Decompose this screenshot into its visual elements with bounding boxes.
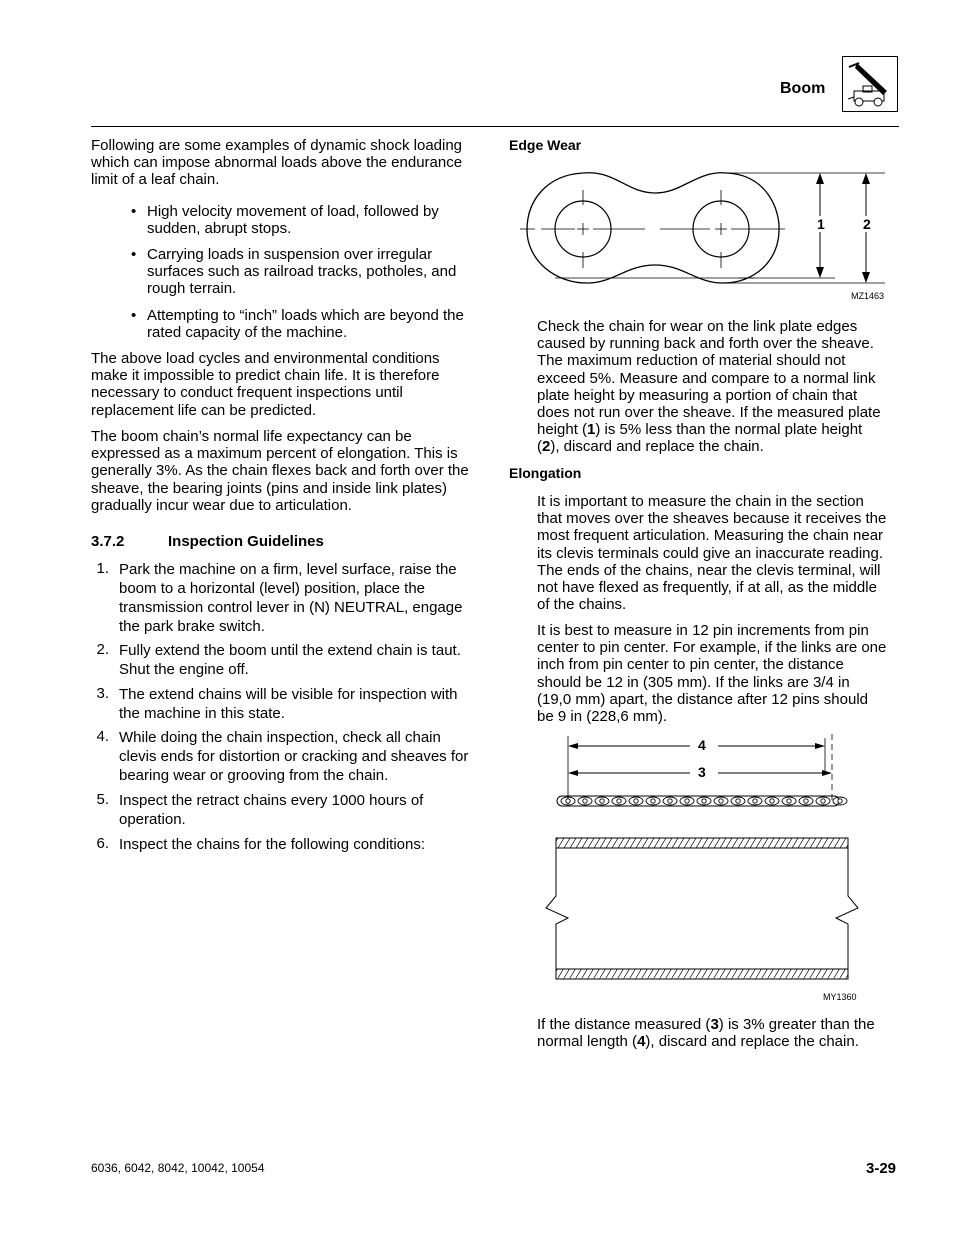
step-line: the park brake switch. xyxy=(119,618,265,635)
figure-caption: MZ1463 xyxy=(851,291,885,301)
final-paragraph xyxy=(537,1016,875,1050)
text-line: exceed 5%. Measure and compare to a normal link xyxy=(537,369,876,387)
text-line: It is important to measure the chain in the section xyxy=(537,493,864,510)
chain-pin xyxy=(566,799,570,803)
chain-pin xyxy=(668,799,672,803)
text-line: necessary to conduct frequent inspections until xyxy=(91,384,403,402)
step-line: Shut the engine off. xyxy=(119,661,249,678)
bullet-line: High velocity movement of load, followed by xyxy=(147,203,439,220)
callout-ref: 1 xyxy=(587,421,596,439)
text-line: The maximum reduction of material should not xyxy=(537,352,846,370)
text-line: caused by running back and forth over the sheave. xyxy=(537,335,874,353)
step-number: 6. xyxy=(96,835,109,852)
header-rule xyxy=(91,126,899,127)
bullet-icon: • xyxy=(131,307,137,324)
chain-pin xyxy=(838,799,842,803)
dimension-label-3: 3 xyxy=(698,764,706,780)
chain-pin xyxy=(736,799,740,803)
text-span: height ( xyxy=(537,421,588,439)
elongation-paragraph-2 xyxy=(537,622,886,725)
step-line: Inspect the chains for the following conditions: xyxy=(119,836,426,853)
edge-wear-heading: Edge Wear xyxy=(509,137,582,153)
chain-pin xyxy=(634,799,638,803)
text-span: ) is 5% less than the normal plate height xyxy=(595,421,863,439)
text-line: most frequent articulation. Measuring the chain near xyxy=(537,527,884,545)
text-line: its clevis terminals could give an inaccurate reading. xyxy=(537,544,884,562)
chain-pin xyxy=(821,799,825,803)
footer-models: 6036, 6042, 8042, 10042, 10054 xyxy=(91,1161,265,1175)
chain-pin xyxy=(583,799,587,803)
chain-pin xyxy=(719,799,723,803)
edge-wear-figure xyxy=(515,160,895,310)
chain-pin xyxy=(804,799,808,803)
step-number: 3. xyxy=(96,685,109,702)
section-title: Inspection Guidelines xyxy=(168,533,324,550)
step-line: operation. xyxy=(119,811,186,828)
elongation-heading: Elongation xyxy=(509,465,582,481)
chain-pin xyxy=(600,799,604,803)
text-span: normal length ( xyxy=(537,1033,638,1051)
step-line: Park the machine on a firm, level surface, raise the xyxy=(119,561,457,578)
text-line: make it impossible to predict chain life. It is therefore xyxy=(91,367,440,385)
chain-pin xyxy=(617,799,621,803)
callout-ref: 3 xyxy=(710,1016,719,1033)
step-number: 5. xyxy=(96,791,109,808)
step-number: 4. xyxy=(96,728,109,745)
text-span: ) is 3% greater than the xyxy=(718,1016,875,1033)
section-number: 3.7.2 xyxy=(91,533,125,550)
elongation-paragraph-1 xyxy=(537,493,886,613)
step-line: boom to a horizontal (level) position, place the xyxy=(119,580,426,597)
step-line: Fully extend the boom until the extend chain is taut. xyxy=(119,642,461,659)
life-expectancy-paragraph xyxy=(91,428,469,514)
step-line: While doing the chain inspection, check all chain xyxy=(119,729,441,746)
load-cycles-paragraph xyxy=(91,350,440,419)
step-line: transmission control lever in (N) NEUTRAL, engage xyxy=(119,599,463,616)
bullet-line: Carrying loads in suspension over irregular xyxy=(147,246,433,263)
boom-truck-icon xyxy=(842,56,898,112)
text-span: ( xyxy=(537,438,542,456)
chain-pin xyxy=(753,799,757,803)
bullet-item xyxy=(131,203,439,238)
bullet-line: Attempting to “inch” loads which are beyond the xyxy=(147,307,464,324)
text-line: should be 12 in (305 mm). If the links are 3/4 in xyxy=(537,673,850,691)
dimension-label-1: 1 xyxy=(817,216,825,232)
text-line: The boom chain’s normal life expectancy can be xyxy=(91,428,412,445)
page-number: 3-29 xyxy=(866,1160,897,1177)
chain-pin xyxy=(685,799,689,803)
bullet-line: rough terrain. xyxy=(147,280,237,298)
step-number: 1. xyxy=(96,560,109,577)
dimension-label-2: 2 xyxy=(863,216,871,232)
step-line: bearing wear or grooving from the chain. xyxy=(119,767,389,784)
text-line: of the chains. xyxy=(537,596,627,614)
text-line: that moves over the sheaves because it receives the xyxy=(537,510,887,528)
bullet-item xyxy=(131,307,464,342)
page-header-title: Boom xyxy=(780,80,826,97)
text-line xyxy=(537,421,881,438)
chain-measurement-diagram xyxy=(540,728,880,1008)
text-span: If the distance measured ( xyxy=(537,1016,711,1033)
text-line: sheave, the bearing joints (pins and inside link plates) xyxy=(91,479,448,497)
step-line: The extend chains will be visible for inspection with xyxy=(119,686,458,703)
text-line: Check the chain for wear on the link plate edges xyxy=(537,318,858,335)
figure-caption: MY1360 xyxy=(823,992,857,1002)
text-line xyxy=(537,1033,875,1050)
callout-ref: 2 xyxy=(542,438,551,456)
chain-pin xyxy=(787,799,791,803)
chain-pin xyxy=(651,799,655,803)
text-line xyxy=(537,1016,875,1033)
elongation-figure xyxy=(540,728,880,1008)
text-line: not have flexed as frequently, if at all, as the middle xyxy=(537,579,877,597)
bullet-line: rated capacity of the machine. xyxy=(147,324,348,342)
dimension-label-4: 4 xyxy=(698,737,706,753)
text-line: does not run over the sheave. If the measured plate xyxy=(537,404,881,422)
text-span: ), discard and replace the chain. xyxy=(645,1033,859,1051)
text-line: (19,0 mm) apart, the distance after 12 pins should xyxy=(537,690,869,708)
chain-pin xyxy=(770,799,774,803)
bullet-item xyxy=(131,246,457,298)
text-line: gradually incur wear due to articulation. xyxy=(91,496,352,514)
text-line xyxy=(537,438,881,455)
text-line: The above load cycles and environmental conditions xyxy=(91,350,440,367)
bullet-icon: • xyxy=(131,246,137,263)
step-line: the machine in this state. xyxy=(119,705,285,722)
text-line: inch from pin center to pin center, the distance xyxy=(537,656,844,674)
text-line: The ends of the chains, near the clevis terminal, will xyxy=(537,561,881,579)
text-line: replacement life can be predicted. xyxy=(91,401,317,419)
intro-text: Following are some examples of dynamic shock loading which can impose abnormal loads above the endurance limit of a leaf chain. xyxy=(91,137,463,189)
text-line: It is best to measure in 12 pin increments from pin xyxy=(537,622,869,639)
text-span: ), discard and replace the chain. xyxy=(550,438,764,456)
callout-ref: 4 xyxy=(637,1033,646,1051)
bullet-line: sudden, abrupt stops. xyxy=(147,220,292,238)
step-line: Inspect the retract chains every 1000 hours of xyxy=(119,792,424,809)
text-line: center to pin center. For example, if the links are one xyxy=(537,639,887,657)
intro-paragraph xyxy=(91,137,486,189)
edge-wear-paragraph xyxy=(537,318,881,456)
chain-pin xyxy=(702,799,706,803)
link-plate-diagram xyxy=(515,160,895,310)
bullet-icon: • xyxy=(131,203,137,220)
step-line: clevis ends for distortion or cracking and sheaves for xyxy=(119,748,469,765)
text-line: be 9 in (228,6 mm). xyxy=(537,708,668,726)
bullet-line: surfaces such as railroad tracks, potholes, and xyxy=(147,263,457,281)
text-line: expressed as a maximum percent of elongation. This is xyxy=(91,445,458,463)
text-line: generally 3%. As the chain flexes back and forth over the xyxy=(91,462,469,480)
step-number: 2. xyxy=(96,641,109,658)
text-line: plate height by measuring a portion of chain that xyxy=(537,386,858,404)
